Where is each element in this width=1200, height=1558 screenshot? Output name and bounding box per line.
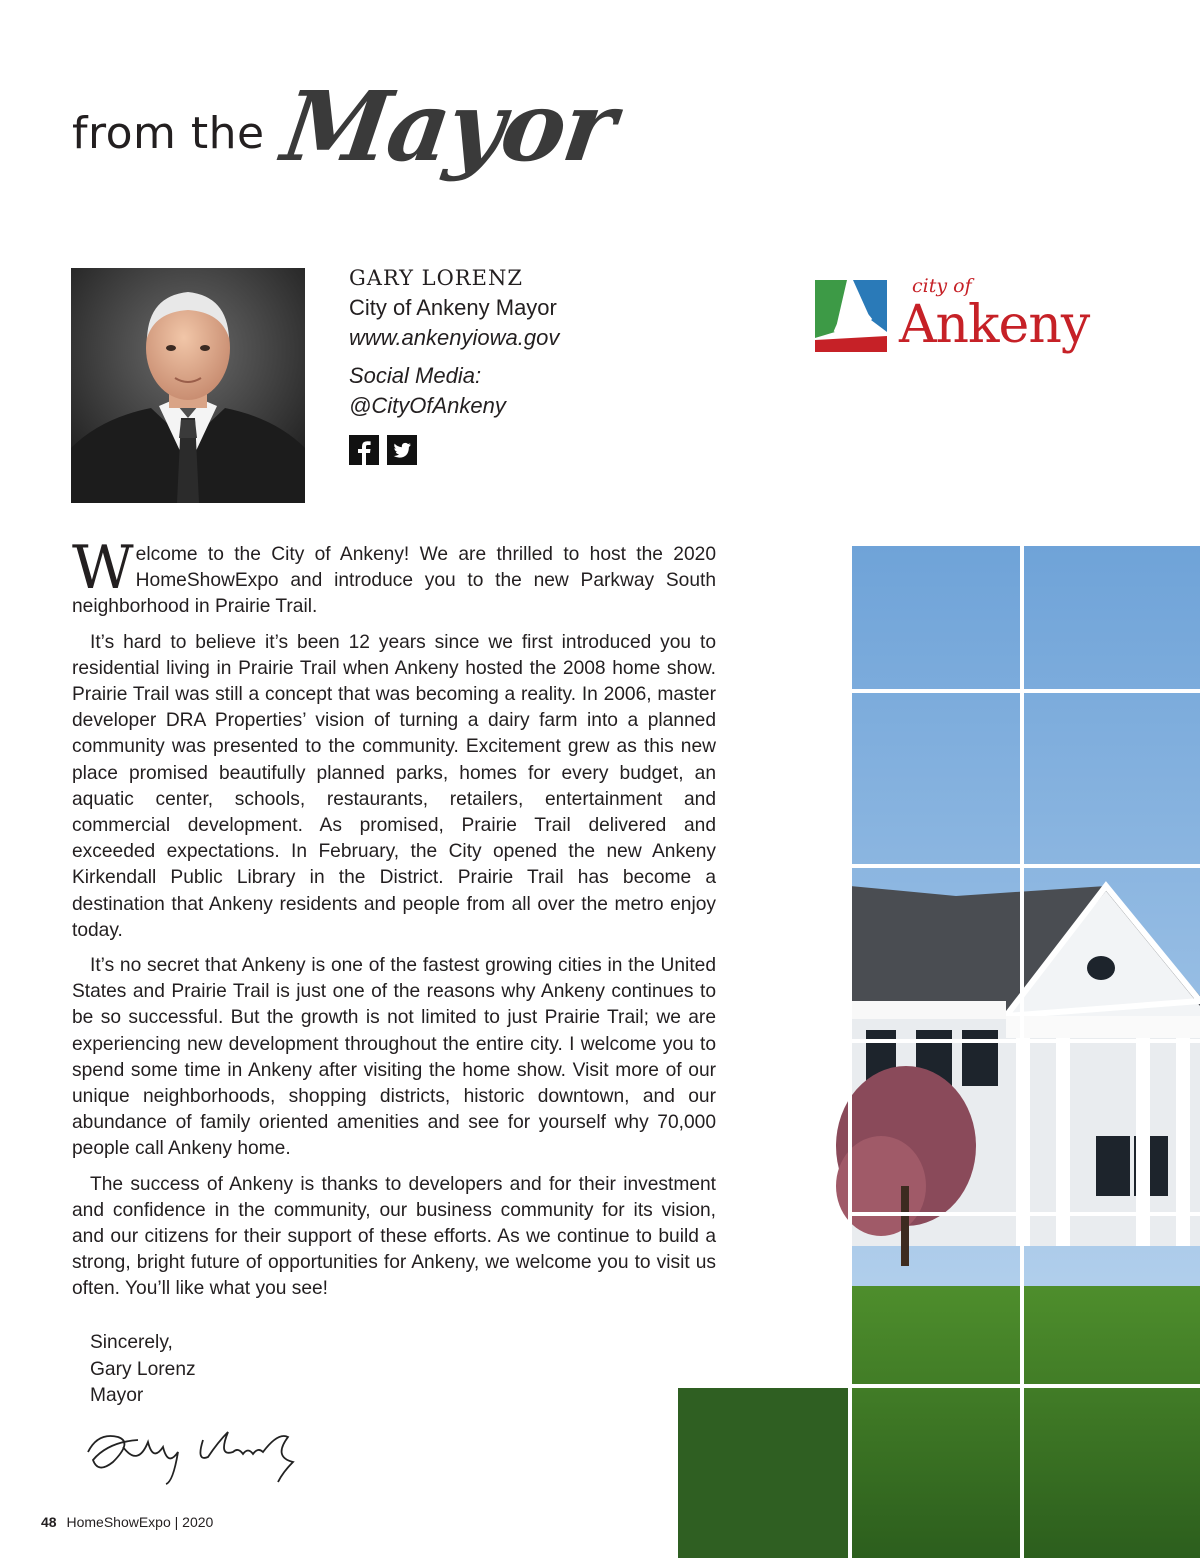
publication-name: HomeShowExpo | 2020 (66, 1514, 214, 1530)
page-heading (72, 70, 632, 200)
page-footer (41, 1514, 213, 1530)
letter-body (72, 533, 716, 1312)
house-photo-grid (676, 546, 1200, 1558)
social-handle: @CityOfAnkeny (349, 393, 506, 418)
letter-paragraph: The success of Ankeny is thanks to developers and for their investment and confidence in the community, our business community for its vision, and our citizens for their support of these efforts. As we continue to build a strong, bright future of opportunities for Ankeny, we welcome you to visit us often. You’ll like what you see! (72, 1173, 716, 1300)
logo-name-text: Ankeny (899, 295, 1090, 355)
logo-mark (815, 280, 895, 352)
mayor-title: City of Ankeny Mayor (349, 295, 557, 320)
signoff-name: Gary Lorenz (90, 1358, 196, 1380)
mayor-name: GARY LORENZ (349, 266, 523, 290)
signoff (90, 1330, 196, 1410)
page-number: 48 (41, 1514, 57, 1530)
logo-city-of-text: city of (912, 275, 972, 297)
social-media-label: Social Media: (349, 363, 482, 388)
letter-paragraph (72, 533, 716, 621)
contact-block (349, 266, 769, 465)
signoff-closing: Sincerely, (90, 1332, 173, 1353)
house-photo (676, 546, 1200, 1558)
drop-cap: W (72, 533, 134, 603)
twitter-icon[interactable] (387, 435, 417, 465)
city-of-ankeny-logo (815, 275, 1120, 370)
letter-paragraph: It’s no secret that Ankeny is one of the fastest growing cities in the United States and Prairie Trail is just one of the reasons why Ankeny continues to be so successful. But the growth is not limited to just Prairie Trail; we are experiencing new development throughout the entire city. I welcome you to spend some time in Ankeny after visiting the home show. Visit more of our unique neighborhoods, shopping districts, historic downtown, and our abundance of family oriented amenities and see for yourself why 70,000 people call Ankeny home. (72, 955, 716, 1160)
portrait-illustration (71, 268, 305, 503)
heading-plain-text: from the (72, 108, 265, 159)
mayor-portrait (71, 268, 305, 503)
letter-paragraph: It’s hard to believe it’s been 12 years since we first introduced you to residential living in Prairie Trail when Ankeny hosted the 2008 home show. Prairie Trail was still a concept that was becoming a reality. In 2006, master developer DRA Properties’ vision of turning a dairy farm into a planned community was presented to the community. Excitement grew as this new place promised beautifully planned parks, homes for every budget, an aquatic center, schools, restaurants, retailers, entertainment and commercial development. As promised, Prairie Trail delivered and exceeded expectations. In February, the City opened the new Ankeny Kirkendall Public Library in the District. Prairie Trail has become a destination that Ankeny residents and people from all over the metro enjoy today. (72, 631, 716, 941)
paragraph-text: elcome to the City of Ankeny! We are thrilled to host the 2020 HomeShowExpo and introduce you to the new Parkway South neighborhood in Prairie Trail. (72, 544, 716, 618)
website-link[interactable]: www.ankenyiowa.gov (349, 325, 560, 350)
signoff-role: Mayor (90, 1385, 144, 1406)
social-icons (349, 435, 769, 465)
heading-script-text: Mayor (276, 70, 621, 183)
handwritten-signature (78, 1412, 308, 1492)
facebook-icon[interactable] (349, 435, 379, 465)
